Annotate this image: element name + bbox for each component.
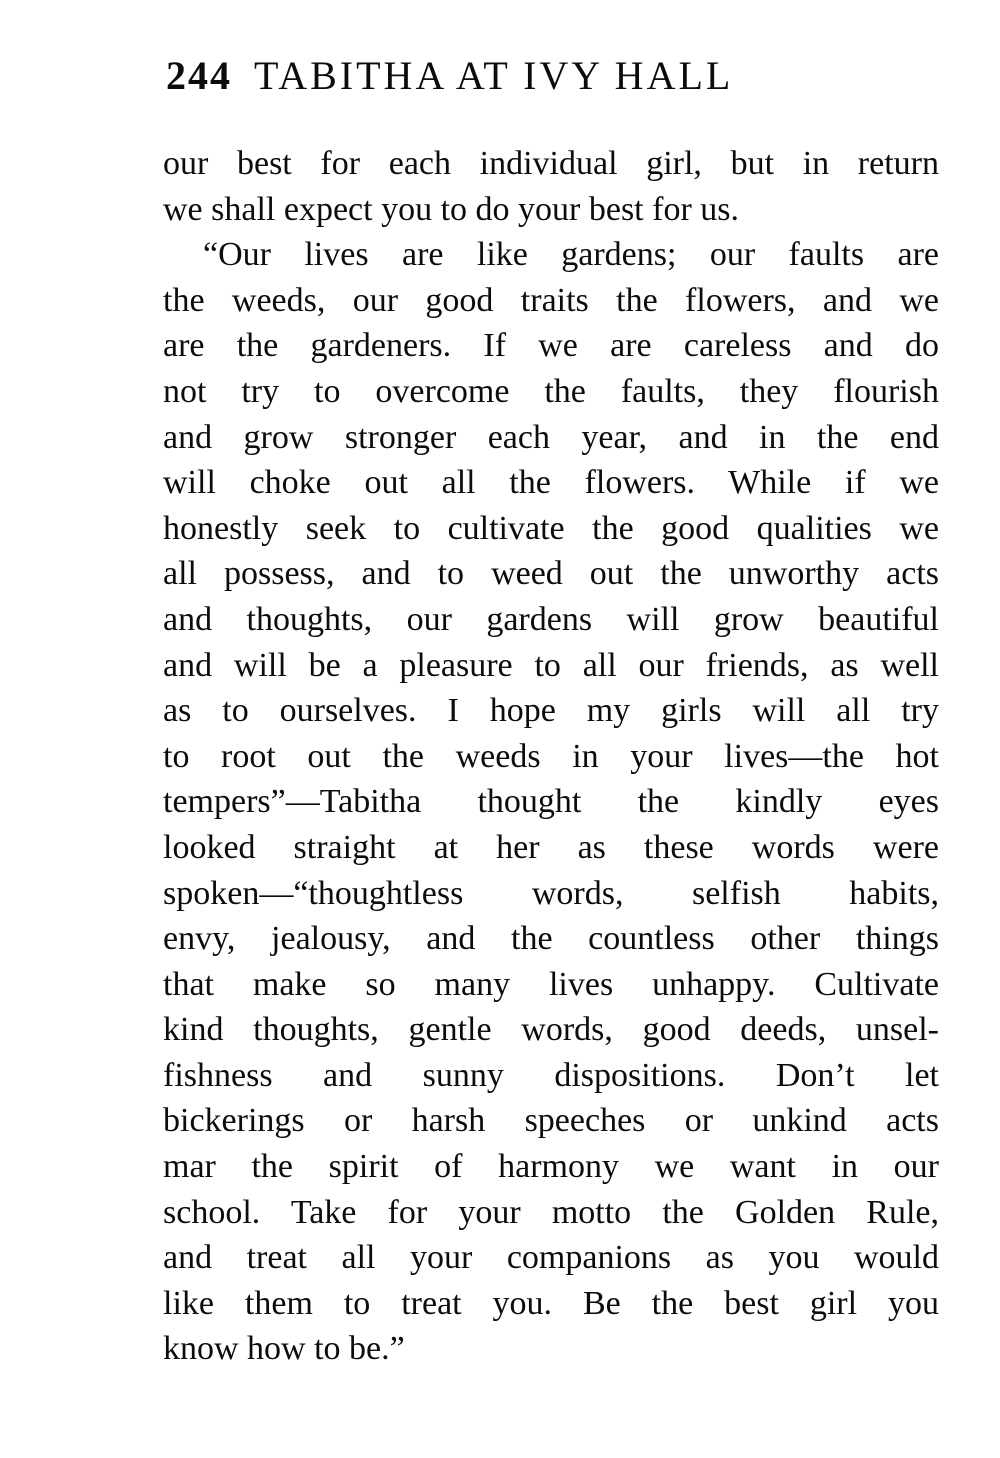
text-line: the weeds, our good traits the flowers, and we (163, 281, 939, 319)
text-line: and treat all your companions as you would (163, 1239, 939, 1277)
text-line: envy, jealousy, and the countless other things (163, 920, 939, 958)
text-line: that make so many lives unhappy. Cultivate (163, 965, 939, 1003)
text-line: honestly seek to cultivate the good qualities we (163, 509, 939, 547)
text-line: and thoughts, our gardens will grow beautiful (163, 600, 939, 638)
running-head (166, 52, 836, 102)
text-line: looked straight at her as these words were (163, 828, 939, 866)
text-line: “Our lives are like gardens; our faults are (203, 236, 939, 274)
page-number: 244 (166, 53, 232, 98)
body-text (163, 141, 939, 1372)
text-line: to root out the weeds in your lives—the hot (163, 737, 939, 775)
text-line: we shall expect you to do your best for us. (163, 190, 739, 228)
text-line: not try to overcome the faults, they flourish (163, 372, 939, 410)
text-line: mar the spirit of harmony we want in our (163, 1148, 939, 1186)
text-line: fishness and sunny dispositions. Don’t let (163, 1056, 939, 1094)
text-line: will choke out all the flowers. While if we (163, 464, 939, 502)
text-line: know how to be.” (163, 1330, 405, 1368)
text-line: and will be a pleasure to all our friends, as well (163, 646, 939, 684)
text-line: tempers”—Tabitha thought the kindly eyes (163, 783, 939, 821)
text-line: like them to treat you. Be the best girl you (163, 1284, 939, 1322)
book-title: TABITHA AT IVY HALL (254, 53, 734, 98)
text-line: spoken—“thoughtless words, selfish habits, (163, 874, 939, 912)
text-line: and grow stronger each year, and in the end (163, 418, 939, 456)
text-line: school. Take for your motto the Golden Rule, (163, 1193, 939, 1231)
text-line: bickerings or harsh speeches or unkind acts (163, 1102, 939, 1140)
text-line: all possess, and to weed out the unworthy acts (163, 555, 939, 593)
text-line: kind thoughts, gentle words, good deeds, unsel- (163, 1011, 939, 1049)
text-line: are the gardeners. If we are careless and do (163, 327, 939, 365)
text-line: our best for each individual girl, but in return (163, 145, 939, 182)
text-line: as to ourselves. I hope my girls will all try (163, 692, 939, 730)
